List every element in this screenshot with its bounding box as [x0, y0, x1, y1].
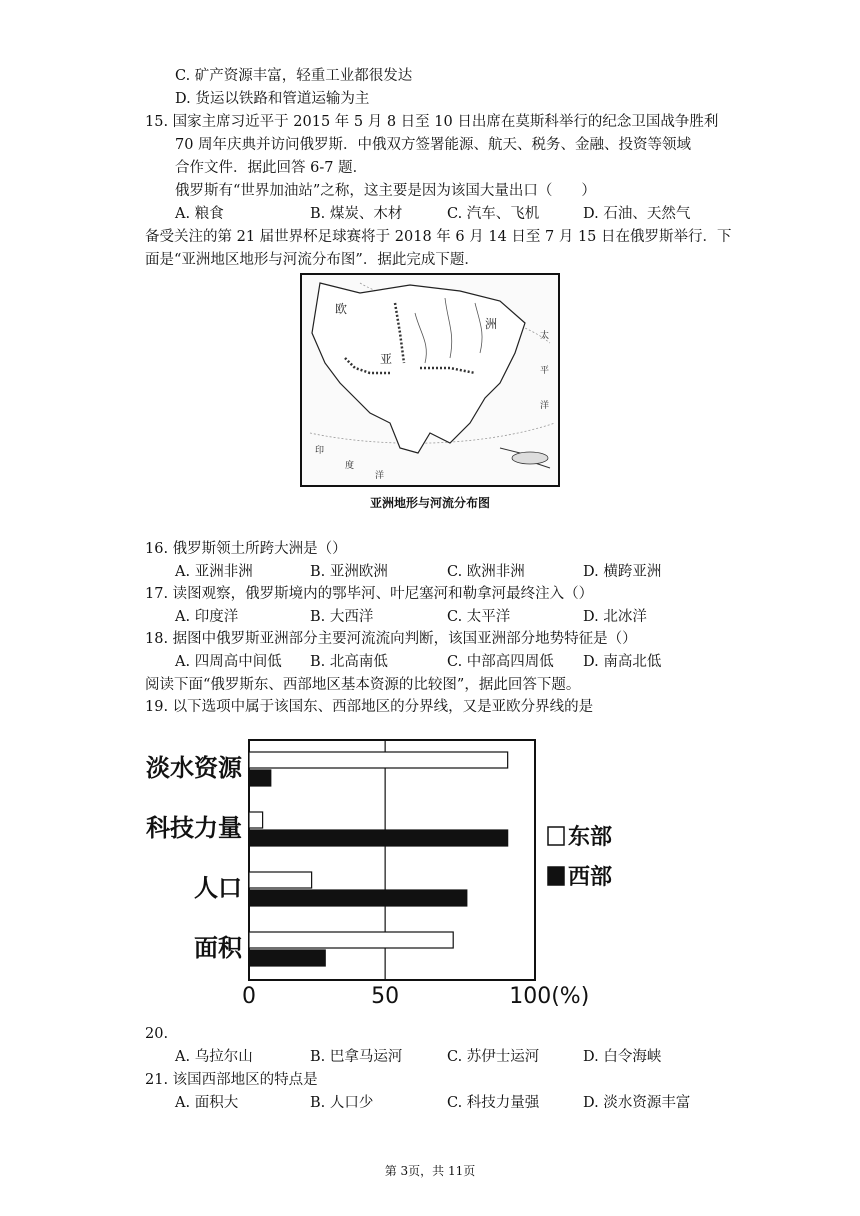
- asia-map: [300, 273, 560, 513]
- question-19: 19. 以下选项中属于该国东、西部地区的分界线，又是亚欧分界线的是: [145, 699, 594, 715]
- q20-option-c: C. 苏伊士运河: [447, 1049, 540, 1065]
- q17-option-b: B. 大西洋: [310, 609, 374, 625]
- map-label: 亚: [380, 352, 393, 366]
- bar-east: [249, 872, 312, 888]
- q18-option-c: C. 中部高四周低: [447, 654, 554, 670]
- legend-swatch: [548, 827, 564, 845]
- q21-option-d: D. 淡水资源丰富: [583, 1095, 691, 1111]
- legend-label: 西部: [568, 865, 613, 890]
- bar-east: [249, 932, 453, 948]
- map-label: 洲: [485, 317, 498, 331]
- q17-option-c: C. 太平洋: [447, 609, 511, 625]
- text-line: 合作文件．据此回答 6-7 题．: [175, 160, 368, 176]
- question-16: 16. 俄罗斯领土所跨大洲是（）: [145, 541, 347, 557]
- question-18: 18. 据图中俄罗斯亚洲部分主要河流流向判断，该国亚洲部分地势特征是（）: [145, 631, 637, 647]
- q18-option-d: D. 南高北低: [583, 654, 662, 670]
- bar-west: [249, 830, 508, 846]
- legend-swatch: [548, 867, 564, 885]
- category-label: 科技力量: [146, 814, 242, 842]
- map-label: 太: [540, 331, 550, 341]
- bar-east: [249, 812, 263, 828]
- bar-east: [249, 752, 508, 768]
- question-15: 15. 国家主席习近平于 2015 年 5 月 8 日至 10 日出席在莫斯科举行的纪念卫国战争胜利: [145, 114, 719, 130]
- asia-map-figure: [300, 273, 560, 513]
- tick-label: 0: [242, 984, 256, 1009]
- map-label: 印: [315, 446, 325, 456]
- q18-option-b: B. 北高南低: [310, 654, 388, 670]
- q21-option-c: C. 科技力量强: [447, 1095, 540, 1111]
- q20-option-a: A. 乌拉尔山: [175, 1049, 253, 1065]
- q20-option-b: B. 巴拿马运河: [310, 1049, 403, 1065]
- q16-option-b: B. 亚洲欧洲: [310, 564, 388, 580]
- text-line: 备受关注的第 21 届世界杯足球赛将于 2018 年 6 月 14 日至 7 月 15 日在俄罗斯举行．下: [145, 229, 732, 245]
- map-label: 欧: [335, 302, 348, 316]
- q15-option-b: B. 煤炭、木材: [310, 206, 403, 222]
- q21-option-b: B. 人口少: [310, 1095, 374, 1111]
- q17-option-a: A. 印度洋: [175, 609, 239, 625]
- tick-label: 50: [371, 984, 400, 1009]
- q15-option-d: D. 石油、天然气: [583, 206, 691, 222]
- category-label: 人口: [194, 874, 242, 902]
- q18-option-a: A. 四周高中间低: [175, 654, 282, 670]
- text-line: 俄罗斯有“世界加油站”之称，这主要是因为该国大量出口（ ）: [175, 183, 596, 199]
- legend-label: 东部: [568, 825, 613, 850]
- question-20: 20.: [145, 1026, 169, 1042]
- question-21: 21. 该国西部地区的特点是: [145, 1072, 318, 1088]
- q21-option-a: A. 面积大: [175, 1095, 239, 1111]
- bar-west: [249, 770, 271, 786]
- text-line: C. 矿产资源丰富，轻重工业都很发达: [175, 68, 413, 84]
- category-label: 淡水资源: [146, 754, 242, 782]
- bar-west: [249, 890, 467, 906]
- bar-chart: [146, 735, 613, 1010]
- map-label: 度: [345, 461, 355, 471]
- page-footer: 第 3页，共 11页: [384, 1164, 476, 1178]
- map-label: 洋: [540, 401, 550, 411]
- q15-option-a: A. 粮食: [175, 206, 224, 222]
- map-caption: 亚洲地形与河流分布图: [369, 496, 491, 510]
- map-label: 洋: [375, 471, 385, 481]
- q16-option-d: D. 横跨亚洲: [583, 564, 662, 580]
- tick-label: 100(%): [509, 984, 590, 1009]
- text-line: D. 货运以铁路和管道运输为主: [175, 91, 370, 107]
- text-line: 70 周年庆典并访问俄罗斯．中俄双方签署能源、航天、税务、金融、投资等领域: [175, 137, 692, 153]
- map-label: 平: [540, 366, 550, 376]
- category-label: 面积: [194, 934, 242, 962]
- text-line: 阅读下面“俄罗斯东、西部地区基本资源的比较图”，据此回答下题。: [145, 677, 581, 693]
- q16-option-c: C. 欧洲非洲: [447, 564, 525, 580]
- q17-option-d: D. 北冰洋: [583, 609, 647, 625]
- text-line: 面是“亚洲地区地形与河流分布图”．据此完成下题．: [145, 252, 479, 268]
- resource-comparison-chart: [146, 735, 613, 1010]
- q16-option-a: A. 亚洲非洲: [175, 564, 253, 580]
- q20-option-d: D. 白令海峡: [583, 1049, 662, 1065]
- bar-west: [249, 950, 325, 966]
- q15-option-c: C. 汽车、飞机: [447, 206, 540, 222]
- question-17: 17. 读图观察，俄罗斯境内的鄂毕河、叶尼塞河和勒拿河最终注入（）: [145, 586, 594, 602]
